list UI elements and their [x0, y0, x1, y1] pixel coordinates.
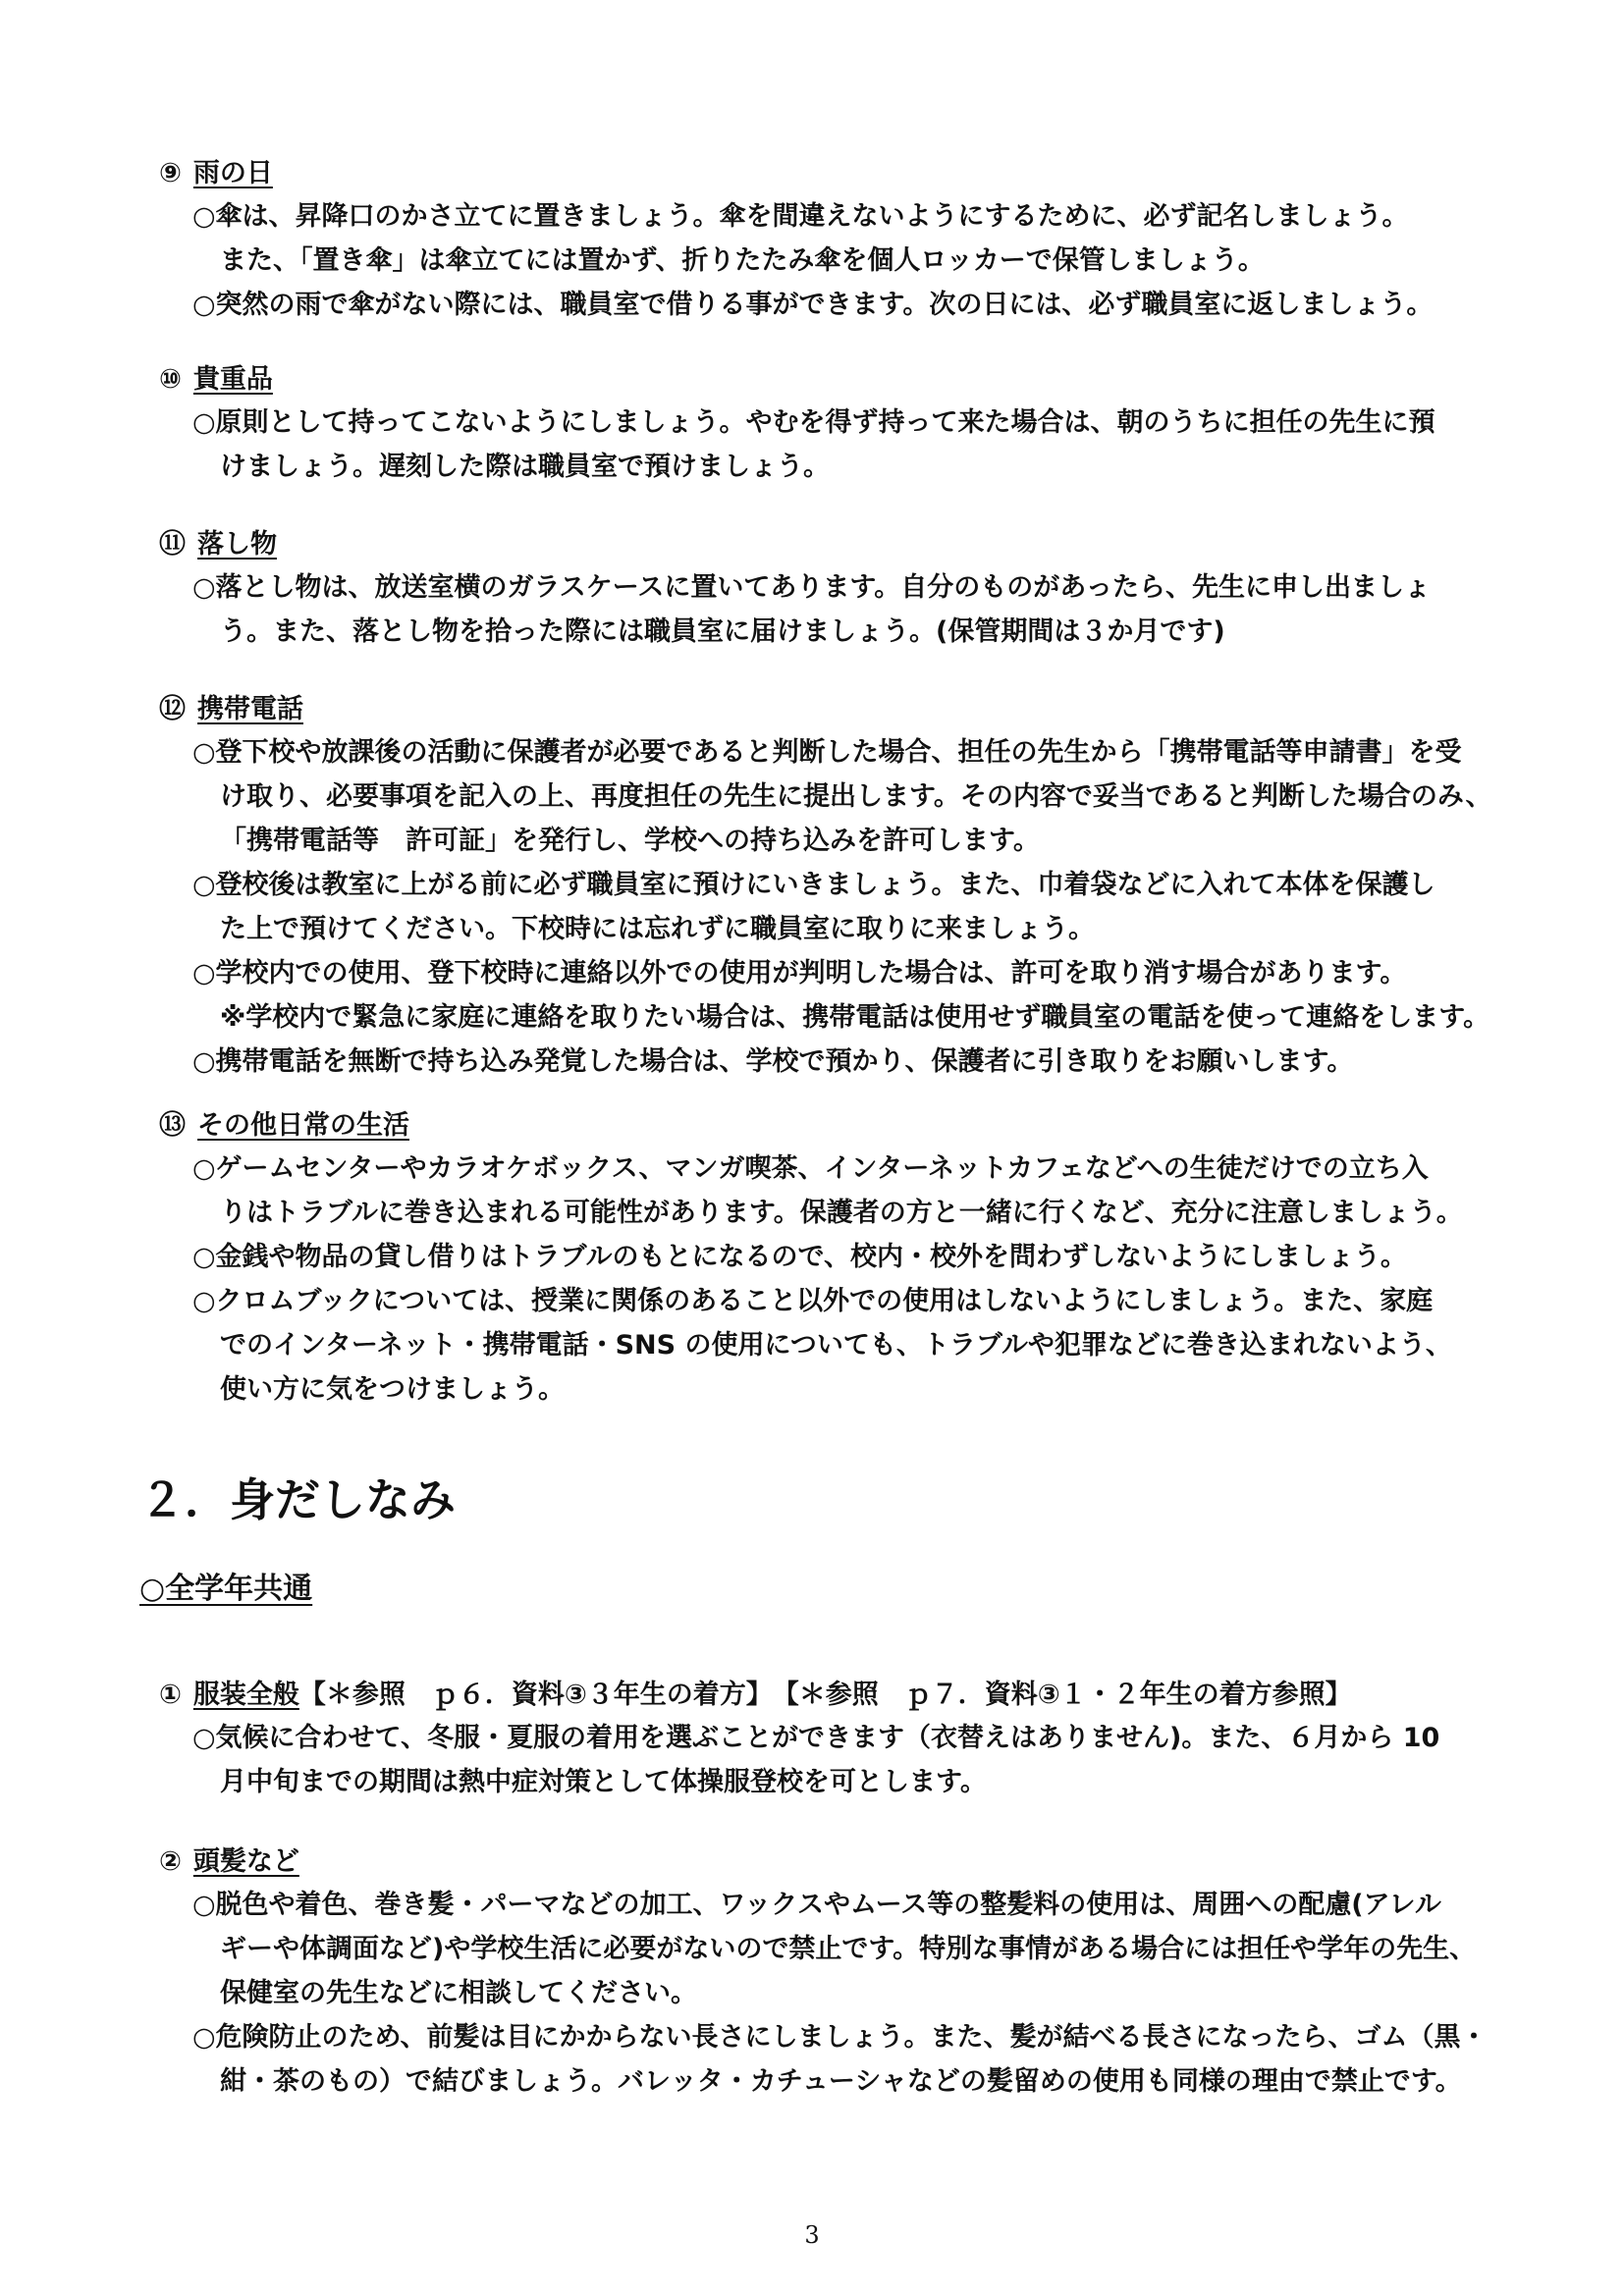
section-heading — [159, 1679, 1352, 1712]
body-line: ○クロムブックについては、授業に関係のあること以外での使用はしないようにしましょう。また、家庭 — [192, 1286, 1434, 1316]
section-title: 雨の日 — [192, 158, 273, 188]
section-body — [192, 194, 1508, 327]
section-body — [192, 1716, 1508, 1804]
section-body — [192, 1883, 1508, 2104]
section-heading — [159, 1845, 299, 1879]
body-line: ○脱色や着色、巻き髪・パーマなどの加工、ワックスやムース等の整髪料の使用は、周囲への配慮(アレル — [192, 1890, 1441, 1920]
body-line: けましょう。遅刻した際は職員室で預けましょう。 — [220, 452, 830, 482]
body-line: け取り、必要事項を記入の上、再度担任の先生に提出します。その内容で妥当であると判断した場合のみ、 — [220, 781, 1492, 812]
body-line: ○気候に合わせて、冬服・夏服の着用を選ぶことができます（衣替えはありません)。また、６月から 10 — [192, 1723, 1440, 1753]
subheading-all-grades: ○全学年共通 — [139, 1572, 313, 1606]
section-reference: 【＊参照 ｐ６．資料③３年生の着方】 【＊参照 ｐ７．資料③１・２年生の着方参照】 — [298, 1680, 1352, 1710]
section-title: 頭髪など — [192, 1846, 299, 1877]
chapter-title: ２．身だしなみ — [139, 1473, 456, 1526]
body-line: 使い方に気をつけましょう。 — [220, 1374, 565, 1405]
section-title: 貴重品 — [192, 364, 273, 395]
body-line: でのインターネット・携帯電話・SNS の使用についても、トラブルや犯罪などに巻き込まれないよう、 — [220, 1330, 1452, 1361]
section-body — [192, 565, 1508, 654]
section-title: 服装全般 — [192, 1680, 299, 1710]
section-title: 落し物 — [197, 529, 277, 560]
body-line: ○危険防止のため、前髪は目にかからない長さにしましょう。また、髪が結べる長さになったら、ゴム（黒・ — [192, 2022, 1488, 2053]
section-heading — [159, 1109, 409, 1143]
section-body — [192, 730, 1508, 1084]
body-line: ○傘は、昇降口のかさ立てに置きましょう。傘を間違えないようにするために、必ず記名しましょう。 — [192, 201, 1409, 232]
section-number: ⑪ — [159, 529, 186, 560]
section-heading — [159, 363, 273, 397]
body-line: ※学校内で緊急に家庭に連絡を取りたい場合は、携帯電話は使用せず職員室の電話を使って連絡をします。 — [220, 1002, 1490, 1033]
body-line: ○登下校や放課後の活動に保護者が必要であると判断した場合、担任の先生から「携帯電話等申請書」を受 — [192, 737, 1462, 768]
section-number: ⑫ — [159, 694, 186, 724]
body-line: ○金銭や物品の貸し借りはトラブルのもとになるので、校内・校外を問わずしないようにしましょう。 — [192, 1242, 1407, 1272]
section-number: ⑩ — [159, 364, 182, 395]
body-line: 月中旬までの期間は熱中症対策として体操服登校を可とします。 — [220, 1767, 987, 1797]
section-body — [192, 1147, 1508, 1412]
body-line: 保健室の先生などに相談してください。 — [220, 1978, 697, 2008]
body-line: ○突然の雨で傘がない際には、職員室で借りる事ができます。次の日には、必ず職員室に返しましょう。 — [192, 290, 1434, 320]
page-number: 3 — [804, 2221, 820, 2249]
section-body — [192, 400, 1508, 489]
section-number: ⑬ — [159, 1110, 186, 1141]
body-line: ○携帯電話を無断で持ち込み発覚した場合は、学校で預かり、保護者に引き取りをお願いします。 — [192, 1046, 1354, 1077]
section-title: その他日常の生活 — [197, 1110, 409, 1141]
body-line: う。また、落とし物を拾った際には職員室に届けましょう。(保管期間は３か月です) — [220, 616, 1225, 647]
section-heading — [159, 157, 273, 190]
body-line: た上で預けてください。下校時には忘れずに職員室に取りに来ましょう。 — [220, 914, 1095, 944]
body-line: りはトラブルに巻き込まれる可能性があります。保護者の方と一緒に行くなど、充分に注意しましょう。 — [220, 1198, 1463, 1228]
body-line: また、「置き傘」は傘立てには置かず、折りたたみ傘を個人ロッカーで保管しましょう。 — [220, 245, 1265, 276]
section-number: ② — [159, 1846, 182, 1877]
body-line: ○学校内での使用、登下校時に連絡以外での使用が判明した場合は、許可を取り消す場合があります。 — [192, 958, 1407, 988]
section-heading — [159, 528, 277, 561]
section-number: ⑨ — [159, 158, 182, 188]
body-line: 「携帯電話等 許可証」を発行し、学校への持ち込みを許可します。 — [220, 826, 1040, 856]
section-heading — [159, 693, 303, 726]
body-line: ○落とし物は、放送室横のガラスケースに置いてあります。自分のものがあったら、先生に申し出ましょ — [192, 572, 1431, 603]
body-line: ○原則として持ってこないようにしましょう。やむを得ず持って来た場合は、朝のうちに担任の先生に預 — [192, 407, 1435, 438]
body-line: ○登校後は教室に上がる前に必ず職員室に預けにいきましょう。また、巾着袋などに入れて本体を保護し — [192, 870, 1435, 900]
section-number: ① — [159, 1680, 182, 1710]
body-line: ギーや体調面など)や学校生活に必要がないので禁止です。特別な事情がある場合には担任や学年の先生、 — [220, 1934, 1477, 1964]
body-line: 紺・茶のもの）で結びましょう。バレッタ・カチューシャなどの髪留めの使用も同様の理由で禁止です。 — [220, 2066, 1462, 2097]
body-line: ○ゲームセンターやカラオケボックス、マンガ喫茶、インターネットカフェなどへの生徒だけでの立ち入 — [192, 1153, 1429, 1184]
section-title: 携帯電話 — [197, 694, 303, 724]
